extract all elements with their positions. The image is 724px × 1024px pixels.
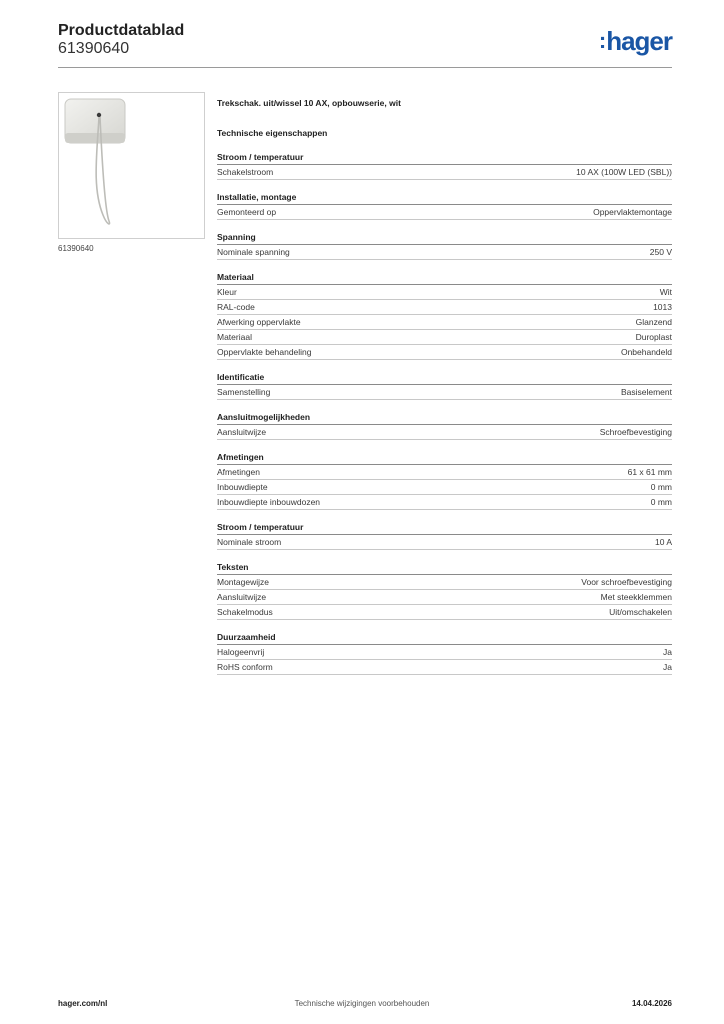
- spec-label: Montagewijze: [217, 577, 269, 587]
- spec-row: [217, 165, 672, 180]
- spec-label: Nominale spanning: [217, 247, 290, 257]
- spec-value: 61 x 61 mm: [627, 467, 672, 477]
- spec-group: [217, 410, 672, 440]
- spec-value: 10 A: [654, 537, 672, 547]
- spec-value: Duroplast: [635, 332, 672, 342]
- spec-row: [217, 480, 672, 495]
- spec-row: [217, 590, 672, 605]
- tech-heading: Technische eigenschappen: [217, 128, 328, 138]
- spec-group: [217, 560, 672, 620]
- spec-value: Uit/omschakelen: [609, 607, 672, 617]
- logo-text: hager: [606, 26, 672, 56]
- spec-row: [217, 535, 672, 550]
- spec-row: [217, 245, 672, 260]
- spec-label: RAL-code: [217, 302, 255, 312]
- spec-label: Materiaal: [217, 332, 252, 342]
- spec-label: Schakelmodus: [217, 607, 273, 617]
- spec-group: [217, 230, 672, 260]
- spec-label: Inbouwdiepte: [217, 482, 268, 492]
- spec-group: [217, 630, 672, 675]
- spec-row: [217, 385, 672, 400]
- spec-row: [217, 300, 672, 315]
- spec-label: Nominale stroom: [217, 537, 282, 547]
- spec-group-title: Installatie, montage: [217, 190, 672, 205]
- spec-value: 0 mm: [650, 497, 672, 507]
- spec-label: RoHS conform: [217, 662, 273, 672]
- spec-label: Kleur: [217, 287, 237, 297]
- spec-group: [217, 370, 672, 400]
- spec-row: [217, 315, 672, 330]
- spec-groups: [217, 150, 672, 675]
- pull-switch-image: [59, 93, 204, 238]
- spec-row: [217, 605, 672, 620]
- product-description: Trekschak. uit/wissel 10 AX, opbouwserie, wit: [217, 98, 401, 108]
- spec-row: [217, 205, 672, 220]
- spec-group-title: Aansluitmogelijkheden: [217, 410, 672, 425]
- spec-value: 10 AX (100W LED (SBL)): [576, 167, 672, 177]
- spec-group-title: Stroom / temperatuur: [217, 150, 672, 165]
- spec-row: [217, 495, 672, 510]
- spec-label: Samenstelling: [217, 387, 271, 397]
- spec-row: [217, 660, 672, 675]
- spec-value: Basiselement: [620, 387, 672, 397]
- footer-website: hager.com/nl: [58, 999, 108, 1008]
- spec-content: [217, 96, 672, 675]
- spec-value: Ja: [663, 647, 672, 657]
- spec-group: [217, 270, 672, 360]
- spec-value: Met steekklemmen: [600, 592, 672, 602]
- spec-group-title: Spanning: [217, 230, 672, 245]
- spec-label: Afwerking oppervlakte: [217, 317, 301, 327]
- spec-row: [217, 425, 672, 440]
- spec-label: Aansluitwijze: [217, 592, 267, 602]
- spec-value: Voor schroefbevestiging: [581, 577, 672, 587]
- spec-group-title: Identificatie: [217, 370, 672, 385]
- spec-group-title: Duurzaamheid: [217, 630, 672, 645]
- hager-logo: :hager: [598, 26, 672, 56]
- spec-row: [217, 645, 672, 660]
- spec-group-title: Afmetingen: [217, 450, 672, 465]
- footer-date: 14.04.2026: [631, 999, 672, 1008]
- spec-value: Glanzend: [635, 317, 672, 327]
- spec-value: 1013: [653, 302, 672, 312]
- image-caption: 61390640: [58, 244, 94, 253]
- spec-value: 0 mm: [650, 482, 672, 492]
- page-title: Productdatablad: [58, 22, 185, 39]
- spec-group-title: Teksten: [217, 560, 672, 575]
- spec-group-title: Materiaal: [217, 270, 672, 285]
- product-image: [58, 92, 205, 239]
- spec-row: [217, 285, 672, 300]
- spec-group: [217, 520, 672, 550]
- spec-label: Halogeenvrij: [217, 647, 265, 657]
- product-number: 61390640: [58, 40, 130, 57]
- spec-row: [217, 575, 672, 590]
- spec-value: Oppervlaktemontage: [593, 207, 672, 217]
- spec-value: Onbehandeld: [620, 347, 672, 357]
- spec-value: Schroefbevestiging: [599, 427, 672, 437]
- spec-row: [217, 345, 672, 360]
- footer-disclaimer: Technische wijzigingen voorbehouden: [294, 999, 430, 1008]
- spec-group: [217, 450, 672, 510]
- spec-group: [217, 150, 672, 180]
- spec-label: Gemonteerd op: [217, 207, 277, 217]
- spec-value: 250 V: [649, 247, 672, 257]
- spec-label: Inbouwdiepte inbouwdozen: [217, 497, 321, 507]
- spec-value: Wit: [659, 287, 672, 297]
- spec-label: Afmetingen: [217, 467, 260, 477]
- header-divider: [58, 67, 672, 68]
- spec-label: Oppervlakte behandeling: [217, 347, 312, 357]
- spec-row: [217, 465, 672, 480]
- spec-group: [217, 190, 672, 220]
- spec-group-title: Stroom / temperatuur: [217, 520, 672, 535]
- spec-value: Ja: [663, 662, 672, 672]
- spec-row: [217, 330, 672, 345]
- spec-label: Aansluitwijze: [217, 427, 267, 437]
- spec-label: Schakelstroom: [217, 167, 274, 177]
